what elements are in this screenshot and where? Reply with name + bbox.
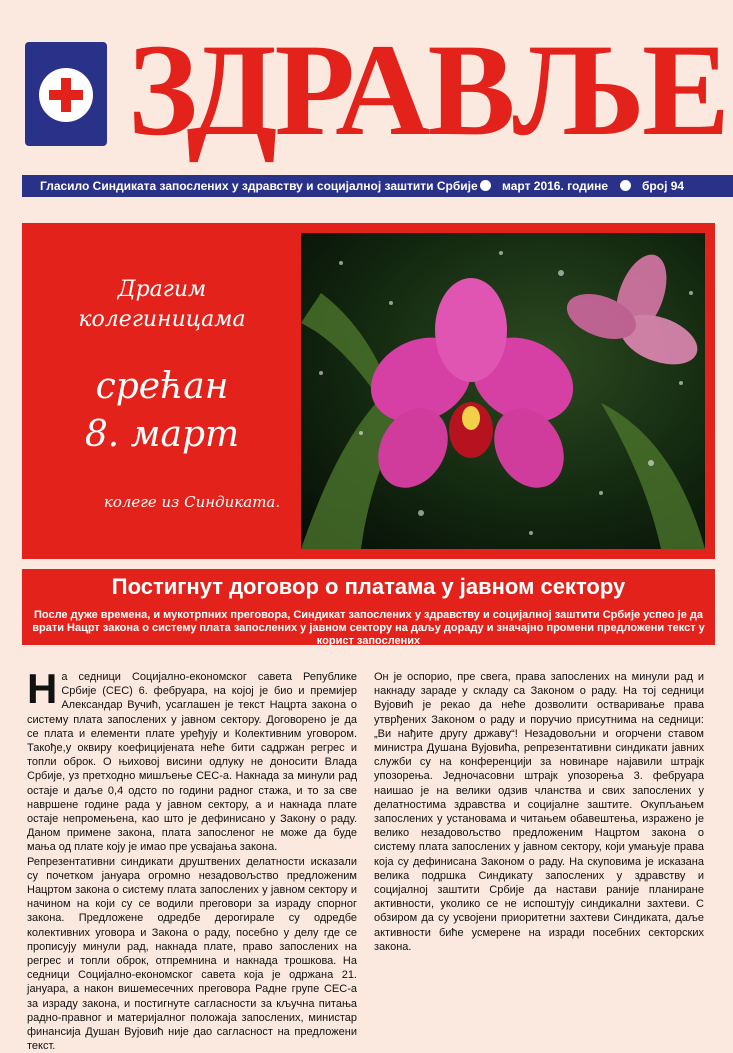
greeting-main [52,363,272,459]
paragraph [27,665,357,855]
article-column-2 [374,670,704,1025]
paragraph: Репрезентативни синдикати друштвених делатности исказали су почетком јануара огромно незадовољство предложеним Нацртом закона о систему плата запослених у јавном сектору и начином на који су се водили преговори за израду спорног закона. Предложене одредбе дерогирале су одредбе колективних уговора и Закона о раду, посебно у делу где се прописују минули рад, накнада плате, право запослених на регрес и топли оброк, отпремнина и накнада трошкова. На седници Социјално-економског савета која је одржана 21. јануара, а након вишемесечних преговора Радне групе СЕС-а за израду закона, и постигнуте сагласности за кључна питања радно-правног и материјалног положаја запослених, министар финансија Душан Вујовић није дао сагласност на предложени текст. [27,855,357,1053]
red-cross-logo-icon [25,42,107,146]
issue-date: март 2016. године [502,179,609,193]
greeting-heading [62,275,262,335]
white-dot-icon [480,180,491,191]
white-dot-icon [620,180,631,191]
cross-horizontal [49,90,83,100]
drop-cap: Н [27,665,58,712]
orchid-illustration [301,233,705,549]
paragraph-text: а седници Социјално-економског савета Републике Србије (СЕС) 6. фебруара, на којој је био и премијер Александар Вучић, усаглашен је текст Нацрта закона о систему плата запослених у јавном сектору. Договорено је да се плата и елементи плате уређују и Колективним уговором. Такође,у оквиру коефицијената неће бити садржан регрес и топли оброк. О њиховој висини одлуку не доносити Влада Србије, уз претходно мишљење СЕС-а. Накнада за минули рад остаје и даље 0,4 одсто по години радног стажа, и то за све навршене године рада у јавном сектору, а и накнада плате остаје непромењена, као што је дефинисано у Закону о раду. Даном примене закона, плата запосленог не може да буде мања од плате коју је имао пре усвајања закона. [27,671,357,854]
greeting-line: колегиницама [78,307,246,332]
article-column-1 [27,665,357,1053]
logo-disc [39,68,93,122]
orchid-photo [301,233,705,549]
article-header [22,569,715,645]
greeting-line: Драгим [117,277,207,302]
issue-number: број 94 [642,179,685,193]
paragraph: Он је оспорио, пре свега, права запослених на минули рад и накнаду зараде у складу са Законом о раду. На тој седници Вујовић је рекао да неће дозволити остваривање права утврђених Законом о раду и поручио присутнима на седници: „Ви нађите другу државу“! Незадовољни и огорчени ставом министра Душана Вујовића, репрезентативни синдикати јавних служби су на конференцији за новинаре најавили штрајк упозорења. Једночасовни штрајк упозорења 3. фебруара наишао је на велики одзив чланства и свих запослених у делатностима здравства и социјалне заштите. Окупљањем запослених у установама и читањем обавештења, изражено је велико незадовољство предложеним Нацртом закона о систему плата запослених у јавном сектору, који умањује права која су дефинисана Законом о раду. На скуповима је исказана велика подршка Синдикату запослених у здравству и социјалној заштити Србије да настави раније планиране активности, уколико се не испоштују синдикални захтеви. С обзиром да су усвојени приоритетни захтеви Синдиката, даље активности биће усмерене на изради посебних секторских закона. [374,671,704,953]
article-headline: Постигнут договор о платама у јавном сектору [111,574,626,599]
publisher-text: Гласило Синдиката запослених у здравству и социјалној заштити Србије [40,179,478,193]
greeting-line: срећан [95,366,229,407]
greeting-line: 8. март [84,414,240,455]
masthead-title: ЗДРАВЉЕ [128,16,727,163]
publication-strip [22,175,733,197]
article-lead: После дуже времена, и мукотрпних преговора, Синдикат запослених у здравству и социјалној заштити Србије успео је да врати Нацрт закона о систему плата запослених у јавном сектору на даљу дораду и значајно промени предложени текст у корист запослених [32,609,705,647]
womens-day-banner [22,223,715,559]
greeting-signature: колеге из Синдиката. [103,493,281,511]
